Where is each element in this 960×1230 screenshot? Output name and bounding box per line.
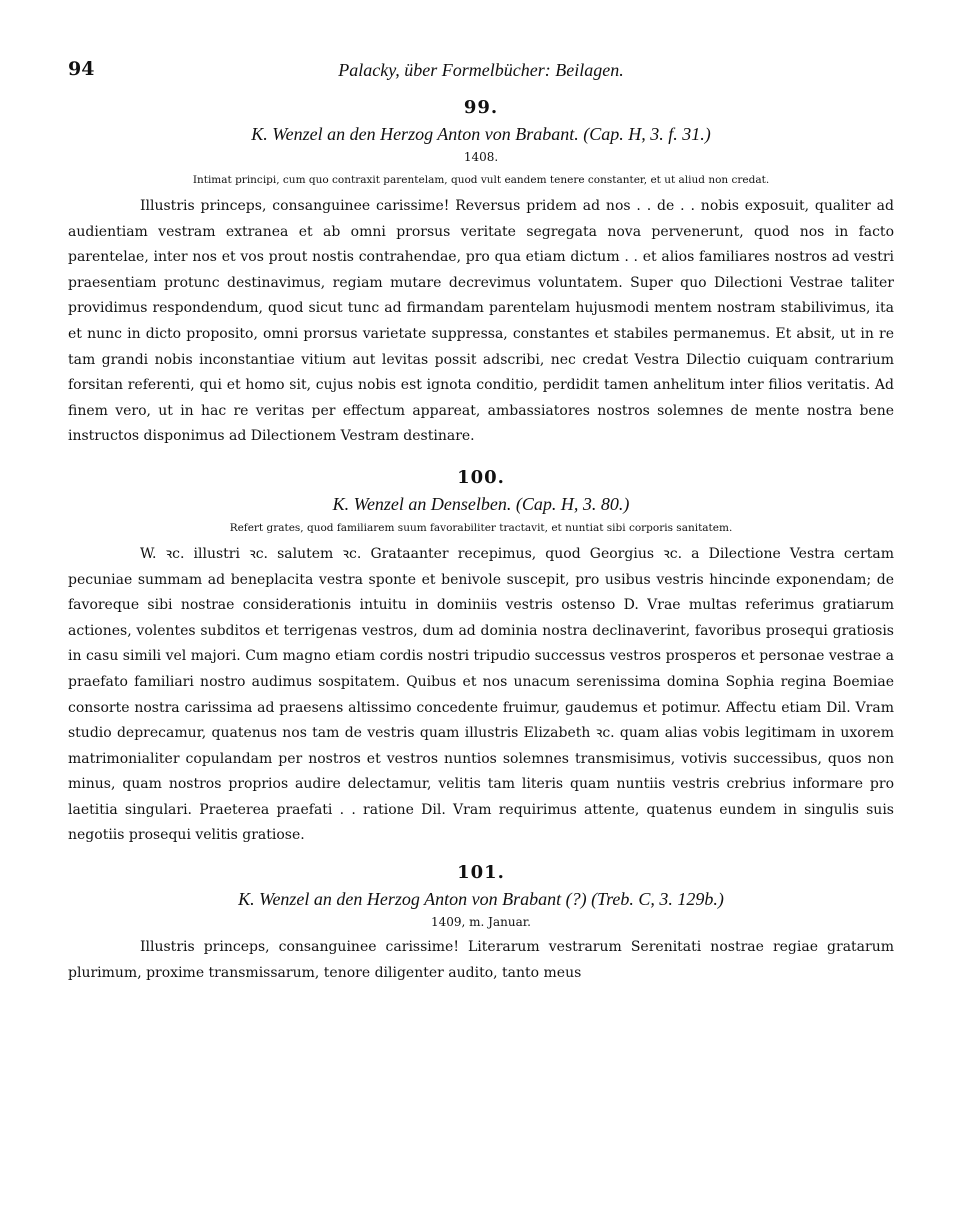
document-100: [68, 464, 894, 849]
document-heading: K. Wenzel an den Herzog Anton von Brabant. (Cap. H, 3. f. 31.): [251, 124, 711, 144]
document-number: 101.: [457, 862, 505, 884]
document-heading: K. Wenzel an Denselben. (Cap. H, 3. 80.): [332, 493, 630, 514]
document-date: 1408.: [463, 150, 499, 164]
document-number: 99.: [463, 97, 499, 118]
document-heading: K. Wenzel an den Herzog Anton von Brabant (?) (Treb. C, 3. 129b.): [238, 889, 724, 910]
document-text: Illustris princeps, consanguinee carissime! Reversus pridem ad nos . . de . . nobis exposuit, qualiter ad audientiam vestram extranea et ab omni prorsus veritate segregata nova pervenerunt, quod nos in facto parentelae, inter nos et vos prout nostis contrahendae, pro qua etiam dictum . . et alios familiares nostros ad vestri praesentiam protunc destinavimus, regiam mutare decrevimus voluntatem. Super quo Dilectioni Vestrae taliter providimus respondendum, quod sicut tunc ad firmandam parentelam hujusmodi mentem nostram stabilivimus, ita et nunc in dicto proposito, omni prorsus varietate suppressa, constantes et stabiles permanemus. Et absit, ut in re tam grandi nobis inconstantiae vitium aut levitas possit adscribi, nec credat Vestra Dilectio cuiquam contrarium forsitan referenti, qui et homo sit, cujus nobis est ignota conditio, perdidit tamen anhelitum inter filios veritatis. Ad finem vero, ut in hac re veritas per effectum appareat, ambassiatores nostros solemnes de mente nostra bene instructos disponimus ad Dilectionem Vestram destinare.: [68, 198, 894, 445]
document-text: W. ꝛc. illustri ꝛc. salutem ꝛc. Grataanter recepimus, quod Georgius ꝛc. a Dilectione Vestra certam pecuniae summam ad beneplacita vestra sponte et benivole suscepit, pro usibus vestris hincinde exponendam; de favoreque sibi nostrae considerationis intuitu in dominiis vestris ostenso D. Vrae multas referimus gratiarum actiones, volentes subditos et terrigenas vestros, dum ad dominia nostra declinaverint, favoribus prosequi gratiosis in casu simili vel majori. Cum magno etiam cordis nostri tripudio successus vestros prosperos et personae vestrae a praefato familiari nostro audimus sospitatem. Quibus et nos unacum serenissima domina Sophia regina Boemiae consorte nostra carissima ad praesens altissimo concedente fruimur, gaudemus et potimur. Affectu etiam Dil. Vram studio deprecamur, quatenus nos tam de vestris quam illustris Elizabeth ꝛc. quam alias vobis legitimam in uxorem matrimonialiter copulandam per nostros et vestros nuntios solemnes transmisimus, votivis successibus, quos non minus, quam nostros proprios audire delectamur, velitis tam literis quam nuntiis vestris crebrius informare pro laetitia singulari. Praeterea praefati . . ratione Dil. Vram requirimus attente, quatenus eundem in singulis suis negotiis prosequi velitis gratiose.: [68, 545, 894, 844]
page-number: 94: [68, 58, 95, 80]
document-summary: Refert grates, quod familiarem suum favorabiliter tractavit, et nuntiat sibi corporis sanitatem.: [229, 521, 733, 534]
running-title: Palacky, über Formelbücher: Beilagen.: [338, 60, 624, 80]
document-101: [68, 859, 894, 986]
document-99: [68, 94, 894, 450]
running-head: [68, 58, 894, 88]
document-number: 100.: [457, 466, 505, 488]
document-date: 1409, m. Januar.: [431, 915, 531, 930]
document-text: Illustris princeps, consanguinee carissime! Literarum vestrarum Serenitati nostrae regiae gratarum plurimum, proxime transmissarum, tenore diligenter audito, tanto meus: [68, 939, 894, 981]
document-summary: Intimat principi, cum quo contraxit parentelam, quod vult eandem tenere constanter, et ut aliud non credat.: [192, 174, 770, 186]
